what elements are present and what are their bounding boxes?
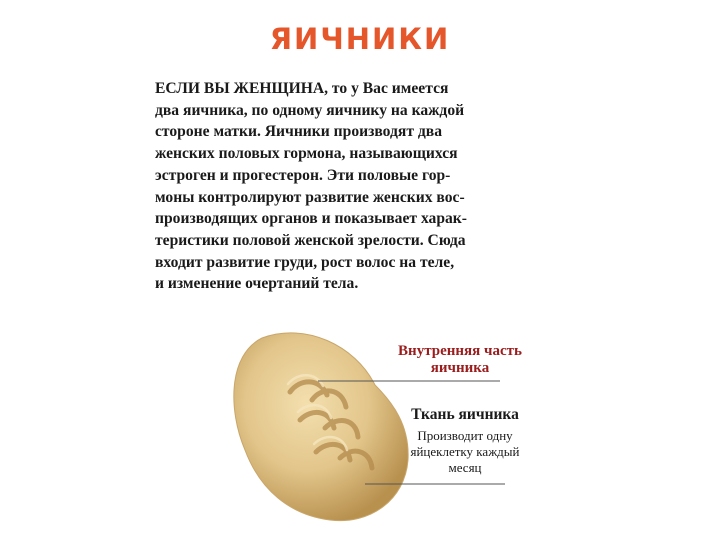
body-line: моны контролируют развитие женских вос- bbox=[155, 188, 465, 206]
tissue-label: Ткань яичника bbox=[411, 406, 519, 423]
inner-part-label-line: Внутренняя часть bbox=[398, 343, 522, 359]
body-line: эстроген и прогестерон. Эти половые гор- bbox=[155, 166, 451, 184]
tissue-description-line: Производит одну bbox=[417, 428, 513, 443]
tissue-description-line: яйцеклетку каждый bbox=[410, 444, 520, 459]
body-line: два яичника, по одному яичнику на каждой bbox=[155, 101, 465, 119]
tissue-description bbox=[385, 428, 545, 476]
body-line: и изменение очертаний тела. bbox=[155, 275, 359, 293]
body-line: ЕСЛИ ВЫ ЖЕНЩИНА, то у Вас имеется bbox=[155, 80, 449, 97]
inner-part-label-line: яичника bbox=[430, 360, 490, 376]
body-line: теристики половой женской зрелости. Сюда bbox=[155, 231, 466, 249]
slide-title: ЯИЧНИКИ bbox=[269, 22, 451, 56]
tissue-description-line: месяц bbox=[448, 460, 482, 475]
inner-part-label bbox=[355, 343, 565, 377]
body-line: входит развитие груди, рост волос на теле, bbox=[155, 253, 455, 271]
body-line: производящих органов и показывает харак- bbox=[155, 210, 467, 228]
body-line: стороне матки. Яичники производят два bbox=[155, 123, 443, 141]
body-line: женских половых гормона, называющихся bbox=[155, 145, 458, 163]
